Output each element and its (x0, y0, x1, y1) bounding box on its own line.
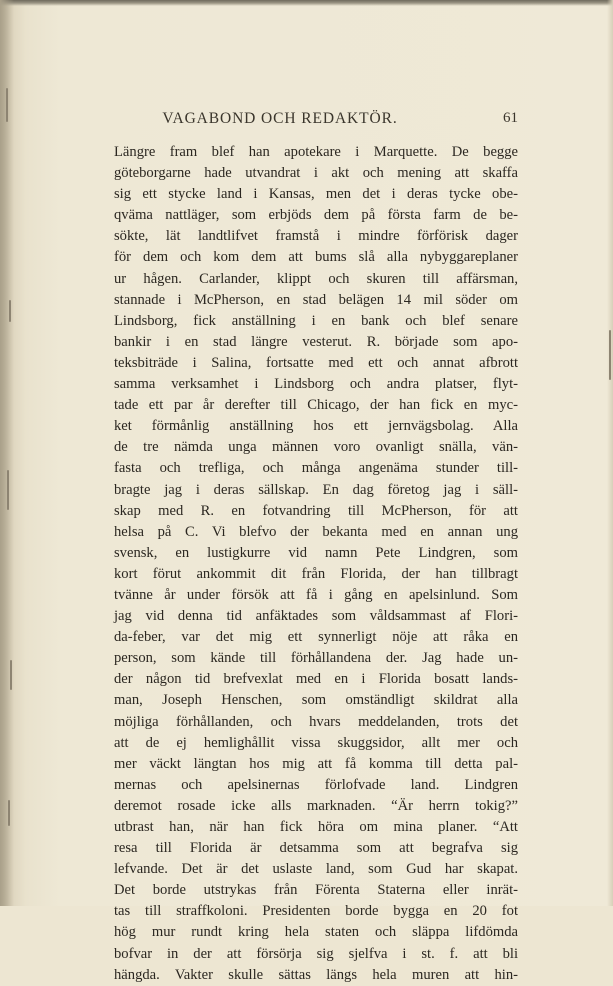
gutter-mark (8, 800, 10, 826)
gutter-mark (7, 470, 9, 510)
text-line: Lindsborg, fick anställning i en bank och blef senare (114, 312, 518, 329)
running-title: VAGABOND OCH REDAKTÖR. (162, 110, 398, 127)
text-line: teksbiträde i Salina, fortsatte med ett och annat afbrott (114, 354, 518, 371)
text-line: för dem och kom dem att bums slå alla nybyggareplaner (114, 249, 518, 266)
text-line: Det borde utstrykas från Förenta Staterna eller inrät- (114, 882, 518, 899)
text-line: bragte jag i deras sällskap. En dag företog jag i säll- (114, 481, 518, 498)
text-line: mernas och apelsinernas förlofvade land. Lindgren (114, 776, 518, 793)
text-line: da-feber, var det mig ett synnerligt nöje att råka en (114, 629, 518, 646)
text-line: lefvande. Det är det uslaste land, som Gud har skapat. (114, 861, 518, 878)
text-line: ur hågen. Carlander, klippt och skuren till affärsman, (114, 270, 518, 287)
text-line: man, Joseph Henschen, som omständligt skildrat alla (114, 692, 518, 709)
text-line: bankir i en stad längre vesterut. R. började som apo- (114, 333, 518, 350)
text-line: resa till Florida är detsamma som att begrafva sig (114, 840, 518, 857)
text-line: stannade i McPherson, en stad belägen 14 mil söder om (114, 291, 518, 308)
edge-mark (609, 330, 611, 380)
text-line: kort förut ankommit dit från Florida, der han tillbragt (114, 565, 518, 582)
text-line: de tre nämda unga männen voro ovanligt snälla, vän- (114, 439, 518, 456)
gutter-mark (6, 88, 8, 122)
gutter-mark (10, 660, 12, 690)
text-line: sig ett stycke land i Kansas, men det i deras tycke obe- (114, 186, 518, 203)
text-line: tade ett par år derefter till Chicago, der han fick en myc- (114, 397, 518, 414)
text-line: tas till straffkoloni. Presidenten borde bygga en 20 fot (114, 903, 518, 920)
text-line: hängda. Vakter skulle sättas längs hela muren att hin- (114, 966, 518, 983)
text-line: hög mur rundt kring hela staten och släppa lifdömda (114, 924, 518, 941)
text-line: möjliga förhållanden, och hvars meddelanden, trots det (114, 713, 518, 730)
text-line: samma verksamhet i Lindsborg och andra platser, flyt- (114, 376, 518, 393)
text-line: jag vid denna tid anfäktades som våldsammast af Flori- (114, 608, 518, 625)
binding-shadow (0, 0, 14, 906)
text-line: svensk, en lustigkurre vid namn Pete Lindgren, som (114, 544, 518, 561)
text-line: mer väckt längtan hos mig att få komma till detta pal- (114, 755, 518, 772)
body-text (114, 142, 518, 986)
text-line: tvänne år under försök att få i gång en apelsinlund. Som (114, 586, 518, 603)
page-right-edge (607, 0, 613, 906)
text-line: person, som kände till förhållandena der. Jag hade un- (114, 650, 518, 667)
page-header (112, 110, 518, 134)
text-line: skap med R. en fotvandring till McPherson, för att (114, 502, 518, 519)
gutter-mark (9, 300, 11, 322)
page-number: 61 (503, 110, 518, 126)
text-line: utbrast han, när han fick höra om mina planer. “Att (114, 819, 518, 835)
page-top-edge (0, 0, 613, 6)
text-line: deremot rosade icke alls marknaden. “Är herrn tokig?” (114, 797, 518, 814)
text-line: att de ej hemlighållit vissa skuggsidor, allt mer och (114, 734, 518, 751)
text-line: der någon tid brefvexlat med en i Florida bosatt lands- (114, 671, 518, 688)
text-line: Längre fram blef han apotekare i Marquette. De begge (114, 144, 518, 160)
text-line: helsa på C. Vi blefvo der bekanta med en annan ung (114, 523, 518, 540)
text-line: ket förmånlig anställning hos ett jernvägsbolag. Alla (114, 418, 518, 435)
text-line: göteborgarne hade utvandrat i akt och mening att skaffa (114, 165, 518, 182)
text-line: fasta och trefliga, och många angenäma stunder till- (114, 460, 518, 477)
text-line: qväma nattläger, som erbjöds dem på första farm de be- (114, 207, 518, 224)
text-line: sökte, lät landtlifvet framstå i mindre förförisk dager (114, 228, 518, 245)
text-line: bofvar in der att försörja sig sjelfva i st. f. att bli (114, 945, 518, 962)
